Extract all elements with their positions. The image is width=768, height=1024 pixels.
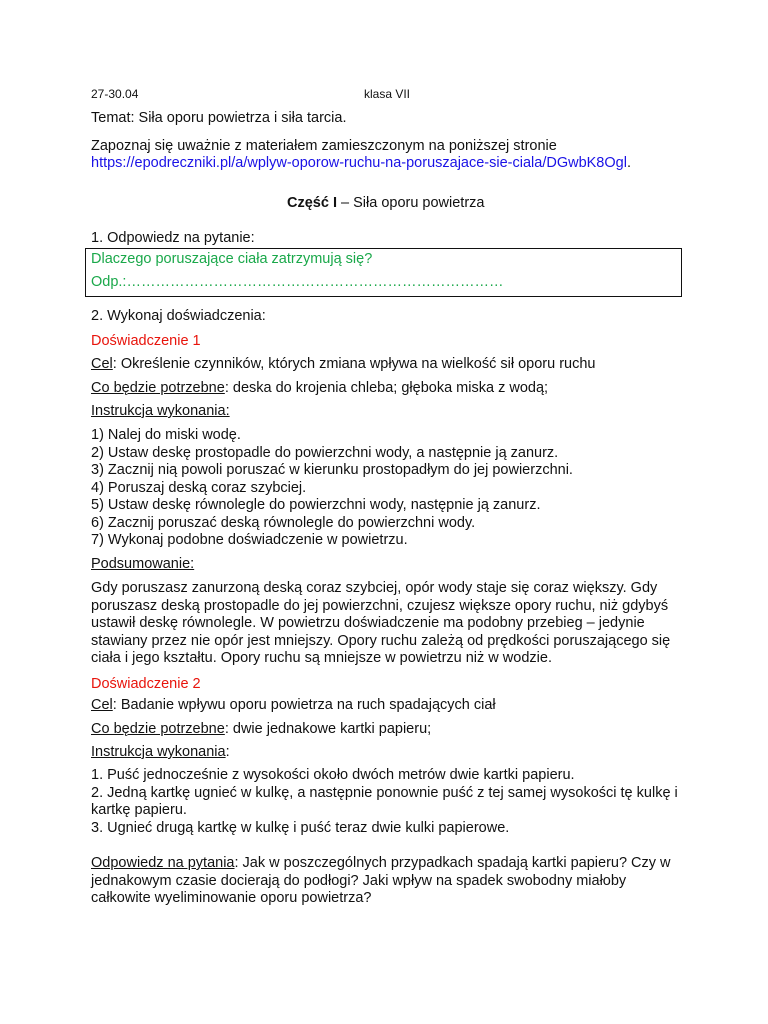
q1-question: Dlaczego poruszające ciała zatrzymują się? (91, 251, 373, 267)
exp1-summary (91, 580, 670, 668)
q2-heading: 2. Wykonaj doświadczenia: (91, 308, 266, 324)
exp1-title: Doświadczenie 1 (91, 333, 201, 349)
summary-line: ciała i jego kształtu. Opory ruchu są mniejsze w powietrzu niż w wodzie. (91, 650, 552, 666)
class-label: klasa VII (364, 87, 411, 101)
summary-line: Gdy poruszasz zanurzoną deską coraz szybciej, opór wody staje się coraz większy. Gdy (91, 580, 658, 596)
summary-line: poruszasz deską prostopadle do jej powierzchni, czujesz większe opory ruchu, niż gdybyś (91, 597, 669, 614)
list-item: 3) Zacznij nią powoli poruszać w kierunku prostopadłym do jej powierzchni. (91, 462, 573, 478)
exp1-goal: Cel: Określenie czynników, których zmiana wpływa na wielkość sił oporu ruchu (91, 356, 596, 372)
q1-heading: 1. Odpowiedz na pytanie: (91, 230, 255, 246)
summary-line: ustawił deskę równolegle. W powietrzu doświadczenie ma podobny przebieg – jedynie (91, 615, 645, 631)
exp1-needs: Co będzie potrzebne: deska do krojenia chleba; głęboka miska z wodą; (91, 380, 549, 396)
date: 27-30.04 (91, 87, 139, 101)
intro-link-line: https://epodreczniki.pl/a/wplyw-oporow-ruchu-na-poruszajace-sie-ciala/DGwbK8Ogl. (91, 155, 631, 171)
q1-answer-field[interactable]: Odp.:…………………………………………………………………… (91, 274, 504, 290)
questions-line: całkowite wyeliminowanie oporu powietrza? (91, 890, 372, 906)
intro-text: Zapoznaj się uważnie z materiałem zamieszczonym na poniższej stronie (91, 138, 557, 154)
list-item: 4) Poruszaj deską coraz szybciej. (91, 479, 307, 496)
exp2-title: Doświadczenie 2 (91, 676, 201, 692)
questions-line: Odpowiedz na pytania: Jak w poszczególnych przypadkach spadają kartki papieru? Czy w (91, 855, 671, 871)
exp2-instructions-label: Instrukcja wykonania: (91, 744, 230, 760)
list-item: 5) Ustaw deskę równolegle do powierzchni wody, następnie ją zanurz. (91, 497, 541, 513)
questions-line: jednakowym czasie docierają do podłogi? Jaki wpływ na spadek swobodny miałoby (91, 872, 627, 889)
topic: Temat: Siła oporu powietrza i siła tarcia. (91, 110, 347, 126)
list-item: 7) Wykonaj podobne doświadczenie w powietrzu. (91, 532, 408, 548)
exp1-steps (91, 427, 573, 550)
list-item: 2) Ustaw deskę prostopadle do powierzchni wody, a następnie ją zanurz. (91, 444, 559, 461)
list-item: 1) Nalej do miski wodę. (91, 427, 241, 443)
exp2-needs: Co będzie potrzebne: dwie jednakowe kartki papieru; (91, 721, 432, 737)
exp2-questions (91, 855, 671, 908)
list-item: 2. Jedną kartkę ugnieć w kulkę, a następnie ponownie puść z tej samej wysokości tę kulkę i (91, 784, 678, 801)
exp2-goal: Cel: Badanie wpływu oporu powietrza na ruch spadających ciał (91, 697, 496, 713)
exp1-summary-label: Podsumowanie: (91, 556, 195, 572)
list-item: 1. Puść jednocześnie z wysokości około dwóch metrów dwie kartki papieru. (91, 767, 575, 783)
list-item: 3. Ugnieć drugą kartkę w kulkę i puść teraz dwie kulki papierowe. (91, 819, 510, 836)
list-item: 6) Zacznij poruszać deską równolegle do powierzchni wody. (91, 514, 476, 531)
exp2-steps (91, 767, 678, 837)
list-item: kartkę papieru. (91, 802, 187, 818)
summary-line: stawiany przez nie opór jest mniejszy. Opory ruchu zależą od prędkości poruszającego się (91, 632, 671, 649)
exp1-instructions-label: Instrukcja wykonania: (91, 403, 230, 419)
epodreczniki-link[interactable]: https://epodreczniki.pl/a/wplyw-oporow-ruchu-na-poruszajace-sie-ciala/DGwbK8Ogl (91, 155, 627, 171)
part1-heading: Część I – Siła oporu powietrza (287, 195, 485, 211)
